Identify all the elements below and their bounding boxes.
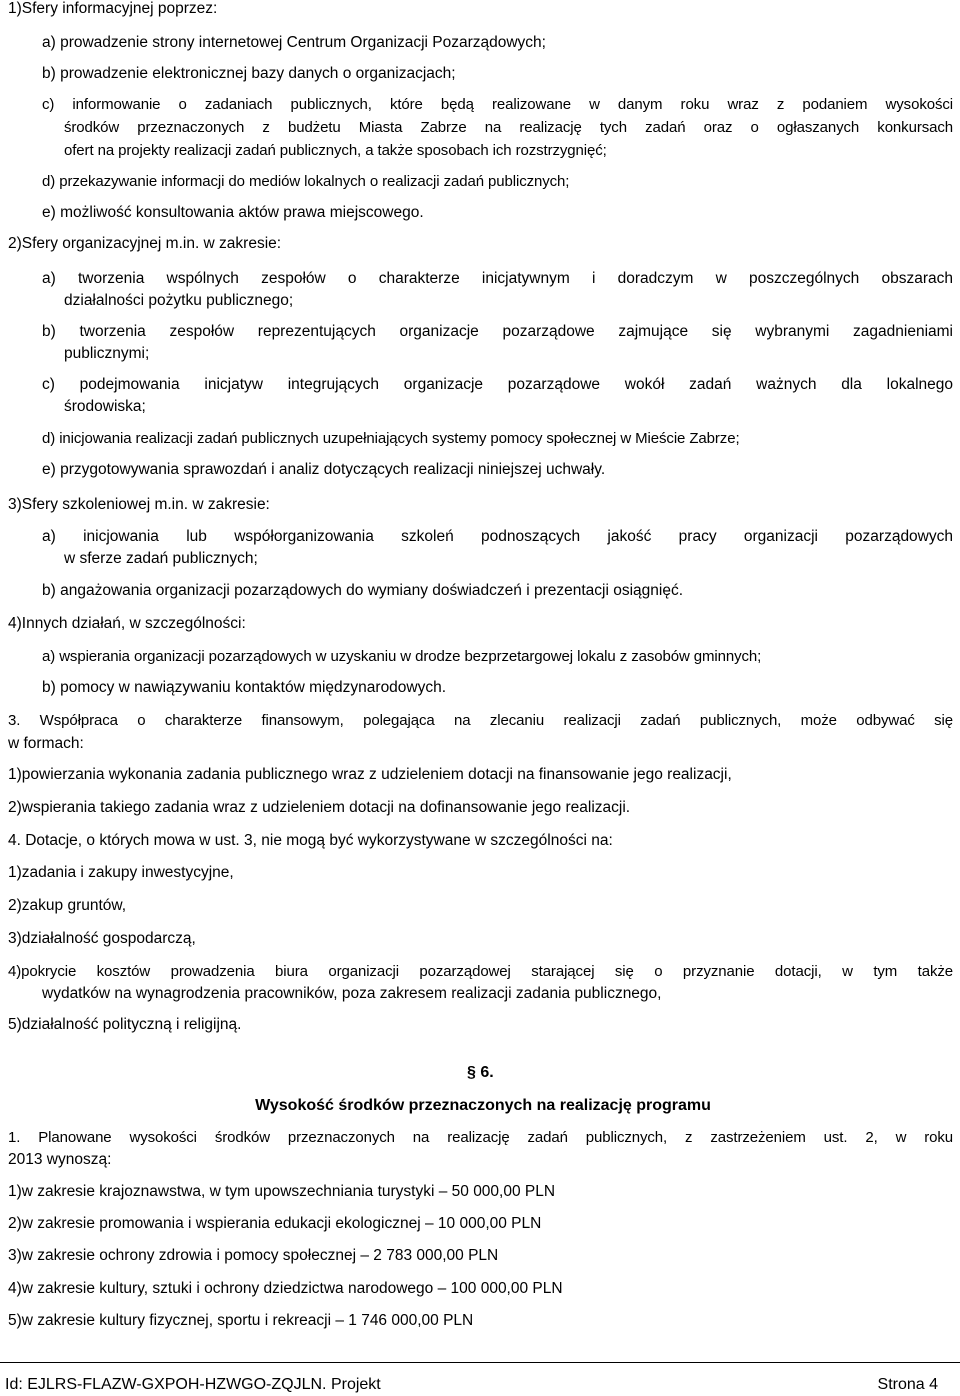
budget-item-label: 2)w zakresie promowania i wspierania edukacji ekologicznej – <box>8 1215 438 1232</box>
budget-item-label: 3)w zakresie ochrony zdrowia i pomocy społecznej – <box>8 1247 374 1264</box>
list-item-continuation: środków przeznaczonych z budżetu Miasta Zabrze na realizację tych zadań oraz o ogłaszanych konkursach <box>64 119 953 136</box>
list-item-continuation: wydatków na wynagrodzenia pracowników, poza zakresem realizacji zadania publicznego, <box>42 985 662 1002</box>
list-item: b) prowadzenie elektronicznej bazy danych o organizacjach; <box>42 65 456 82</box>
list-item-continuation: środowiska; <box>64 398 146 415</box>
list-item: 4)pokrycie kosztów prowadzenia biura organizacji pozarządowej starającej się o przyznanie dotacji, w tym także <box>8 963 953 980</box>
budget-item <box>8 1181 555 1203</box>
paragraph-3: 3. Współpraca o charakterze finansowym, polegająca na zlecaniu realizacji zadań publicznych, może odbywać się <box>8 712 953 729</box>
section-heading-training: 3)Sfery szkoleniowej m.in. w zakresie: <box>8 496 270 513</box>
list-item: 2)wspierania takiego zadania wraz z udzieleniem dotacji na dofinansowanie jego realizacji. <box>8 799 631 816</box>
section-heading-other: 4)Innych działań, w szczególności: <box>8 615 246 632</box>
list-item: 1)powierzania wykonania zadania publicznego wraz z udzieleniem dotacji na finansowanie jego realizacji, <box>8 766 732 783</box>
budget-item-amount: 2 783 000,00 PLN <box>373 1247 499 1264</box>
list-item-continuation: ofert na projekty realizacji zadań publicznych, a także sposobach ich rozstrzygnięć; <box>64 142 607 159</box>
budget-item-label: 5)w zakresie kultury fizycznej, sportu i rekreacji – <box>8 1312 349 1329</box>
footer-divider <box>0 1362 960 1363</box>
budget-item-amount: 1 746 000,00 PLN <box>348 1312 474 1329</box>
budget-intro: 1. Planowane wysokości środków przeznaczonych na realizację zadań publicznych, z zastrzeżeniem ust. 2, w roku <box>8 1129 953 1146</box>
list-item: b) tworzenia zespołów reprezentujących organizacje pozarządowe zajmujące się wybranymi zagadnieniami <box>42 323 953 340</box>
list-item: 3)działalność gospodarczą, <box>8 930 196 947</box>
section-heading-organizational: 2)Sfery organizacyjnej m.in. w zakresie: <box>8 235 282 252</box>
list-item: a) wspierania organizacji pozarządowych w uzyskaniu w drodze bezprzetargowej lokalu z zasobów gminnych; <box>42 648 762 665</box>
list-item: c) informowanie o zadaniach publicznych, które będą realizowane w danym roku wraz z podaniem wysokości <box>42 96 953 113</box>
paragraph-3-continuation: w formach: <box>8 735 84 752</box>
budget-item-label: 1)w zakresie krajoznawstwa, w tym upowszechniania turystyki – <box>8 1183 452 1200</box>
list-item: e) możliwość konsultowania aktów prawa miejscowego. <box>42 204 424 221</box>
budget-item-label: 4)w zakresie kultury, sztuki i ochrony dziedzictwa narodowego – <box>8 1280 451 1297</box>
footer-page-number: Strona 4 <box>877 1376 938 1393</box>
list-item: d) przekazywanie informacji do mediów lokalnych o realizacji zadań publicznych; <box>42 173 570 190</box>
list-item-continuation: publicznymi; <box>64 345 150 362</box>
budget-item <box>8 1213 541 1235</box>
list-item: 2)zakup gruntów, <box>8 897 127 914</box>
list-item-continuation: działalności pożytku publicznego; <box>64 292 294 309</box>
budget-item <box>8 1278 563 1300</box>
list-item: b) angażowania organizacji pozarządowych do wymiany doświadczeń i prezentacji osiągnięć. <box>42 582 684 599</box>
list-item: d) inicjowania realizacji zadań publicznych uzupełniających systemy pomocy społecznej w Mieście Zabrze; <box>42 430 740 447</box>
section-number: § 6. <box>467 1064 494 1081</box>
list-item: a) tworzenia wspólnych zespołów o charakterze inicjatywnym i doradczym w poszczególnych obszarach <box>42 270 953 287</box>
list-item-continuation: w sferze zadań publicznych; <box>64 550 258 567</box>
budget-item-amount: 10 000,00 PLN <box>437 1215 542 1232</box>
list-item: c) podejmowania inicjatyw integrujących organizacje pozarządowe wokół zadań ważnych dla lokalnego <box>42 376 953 393</box>
list-item: e) przygotowywania sprawozdań i analiz dotyczących realizacji niniejszej uchwały. <box>42 461 606 478</box>
footer-document-id: Id: EJLRS-FLAZW-GXPOH-HZWGO-ZQJLN. Projekt <box>5 1376 381 1393</box>
list-item: b) pomocy w nawiązywaniu kontaktów międzynarodowych. <box>42 679 447 696</box>
budget-intro-continuation: 2013 wynoszą: <box>8 1151 112 1168</box>
list-item: 1)zadania i zakupy inwestycyjne, <box>8 864 234 881</box>
budget-item-amount: 100 000,00 PLN <box>450 1280 563 1297</box>
list-item: 5)działalność polityczną i religijną. <box>8 1016 242 1033</box>
budget-item-amount: 50 000,00 PLN <box>451 1183 556 1200</box>
list-item: a) prowadzenie strony internetowej Centrum Organizacji Pozarządowych; <box>42 34 546 51</box>
section-title: Wysokość środków przeznaczonych na realizację programu <box>255 1097 711 1114</box>
paragraph-4: 4. Dotacje, o których mowa w ust. 3, nie mogą być wykorzystywane w szczególności na: <box>8 832 613 849</box>
budget-item <box>8 1310 473 1332</box>
list-item: a) inicjowania lub współorganizowania szkoleń podnoszących jakość pracy organizacji pozarządowych <box>42 528 953 545</box>
section-heading-informational: 1)Sfery informacyjnej poprzez: <box>8 0 218 17</box>
budget-item <box>8 1245 498 1267</box>
